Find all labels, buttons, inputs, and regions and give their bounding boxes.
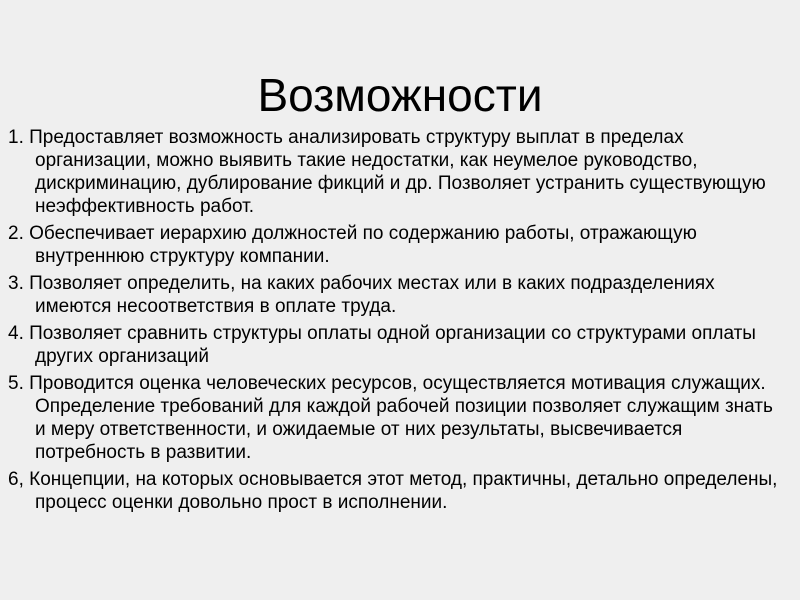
slide-content-list bbox=[8, 126, 788, 518]
list-item: 4. Позволяет сравнить структуры оплаты одной организации со структурами оплаты других организаций bbox=[8, 323, 756, 367]
list-item: 2. Обеспечивает иерархию должностей по содержанию работы, отражающую внутреннюю структуру компании. bbox=[8, 223, 697, 267]
slide-title: Возможности bbox=[257, 68, 543, 121]
list-item: 3. Позволяет определить, на каких рабочих местах или в каких подразделениях имеются несоответствия в оплате труда. bbox=[8, 273, 715, 317]
list-item: 6, Концепции, на которых основывается этот метод, практичны, детально определены, процесс оценки довольно прост в исполнении. bbox=[8, 469, 778, 513]
list-item: 1. Предоставляет возможность анализировать структуру выплат в пределах организации, можно выявить такие недостатки, как неумелое руководство, дискриминацию, дублирование фикций и др. Позволяет устранить существующую неэффективность работ. bbox=[8, 127, 766, 217]
list-item: 5. Проводится оценка человеческих ресурсов, осуществляется мотивация служащих. Определение требований для каждой рабочей позиции позволяет служащим знать и меру ответственности, и ожидаемые от них результаты, высвечивается потребность в развитии. bbox=[8, 373, 773, 463]
